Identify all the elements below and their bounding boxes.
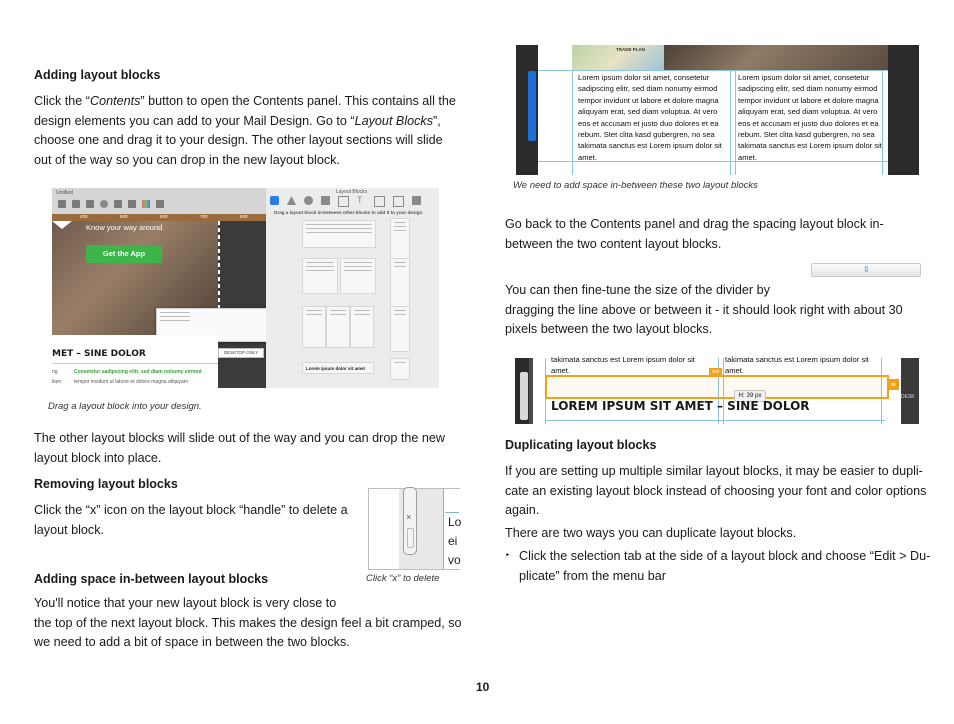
block-thumbnail[interactable] (350, 306, 374, 348)
block-thumbnail[interactable] (326, 306, 350, 348)
screenshot-spacer-resize (515, 355, 919, 424)
list-item-duplicate-edit: Click the selection tab at the side of a layout block and choose “Edit > Du- plicate” from the menu bar (519, 549, 931, 583)
heading-removing-layout-blocks: Removing layout blocks (34, 477, 178, 491)
block-handle[interactable] (403, 487, 417, 555)
tab-box-icon[interactable] (374, 196, 385, 207)
block-headline: LOREM IPSUM SIT AMET – SINE DOLOR (551, 399, 810, 413)
tool-icon[interactable] (72, 200, 80, 208)
color-icon[interactable] (142, 200, 150, 208)
bullet-icon: ‣ (505, 550, 511, 560)
tab-shapes-icon[interactable] (287, 196, 296, 205)
paragraph-slide: The other layout blocks will slide out of the way and you can drop the new layout block into place. (34, 431, 445, 465)
get-the-app-button[interactable]: Get the App (86, 245, 162, 263)
tab-images-icon[interactable] (321, 196, 330, 205)
block-thumbnail[interactable] (302, 220, 376, 248)
paragraph-adding: Click the “Contents” button to open the Contents panel. This contains all the design elements you can add to your Mail Design. Go to “Layout Blocks”, choose one and drag it to your design. The other layout sections will slide out of the way so you can drop in the new layout block. (34, 94, 456, 167)
layout-blocks-panel (266, 188, 439, 388)
ruler: 400 500 600 700 800 (52, 214, 266, 221)
spacer-block-selected[interactable] (545, 375, 889, 399)
tab-effects-icon[interactable] (304, 196, 313, 205)
screenshot-delete-handle (368, 488, 460, 570)
photo-image (664, 45, 888, 70)
tool-icon[interactable] (58, 200, 66, 208)
heading-adding-layout-blocks: Adding layout blocks (34, 68, 161, 82)
panel-hint: Drag a layout block in-between other blocks to add it to your design (274, 210, 423, 215)
page-number: 10 (476, 680, 490, 694)
block-thumbnail[interactable] (340, 258, 376, 294)
tab-camera-icon[interactable] (338, 196, 349, 207)
desktop-only-badge: DESKTOP ONLY (218, 348, 264, 358)
paragraph-space: You'll notice that your new layout block is very close to the top of the next layout block. This makes the design feel a bit cramped, so we need to add a bit of space in between the two blocks. (34, 596, 462, 650)
close-icon[interactable]: × (406, 512, 412, 522)
block-thumbnail[interactable] (390, 258, 410, 310)
tab-grid-icon[interactable] (412, 196, 421, 205)
email-content: MET – SINE DOLOR ng Consetetur sadipscing elitr, sed diam nonumy eirmod liam tempor invidunt ut labore et dolore magna aliquyam (52, 335, 218, 388)
paragraph-fine-tune: You can then fine-tune the size of the divider by dragging the line above or between it - it should look right with about 30 pixels between the two layout blocks. (505, 283, 903, 337)
block-thumbnail-lorem[interactable]: Lorem ipsum dolor sit amet (302, 362, 374, 374)
spacing-block-thumbnail[interactable] (811, 263, 921, 277)
dropdown-arrow-icon (52, 221, 72, 229)
preview-text: ei (448, 534, 458, 548)
email-canvas (538, 45, 888, 175)
block-headline: MET – SINE DOLOR (52, 349, 146, 359)
paragraph-two-ways: There are two ways you can duplicate layout blocks. (505, 526, 797, 540)
window-title: Untitled (56, 190, 73, 196)
text-column-1: Lorem ipsum dolor sit amet, consetetur sadipscing elitr, sed diam nonumy eirmod tempor invidunt ut labore et dolore magna aliquyam erat, sed diam voluptua. At vero eos et accusam et justo duo dolores et ea rebum. Stet clita kasd gubergren, no sea takimata sanctus est Lorem ipsum dolor sit amet. (578, 73, 722, 162)
tool-icon[interactable] (128, 200, 136, 208)
email-canvas: takimata sanctus est Lorem ipsum dolor sit takimata sanctus est Lorem ipsum dolor sit amet. amet. 400 39 H: 39 px LOREM IPSUM SIT AMET – SINE DOLOR (533, 358, 901, 424)
paragraph-drag-spacing: Go back to the Contents panel and drag the spacing layout block in- between the two content layout blocks. (505, 217, 884, 251)
block-thumbnail[interactable] (390, 306, 410, 352)
screenshot-layout-blocks-panel (52, 188, 439, 388)
caption-click-x: Click “x” to delete (366, 573, 440, 584)
tab-text-icon[interactable]: T (357, 195, 363, 205)
screenshot-two-blocks (516, 45, 919, 175)
paragraph-removing: Click the “x” icon on the layout block “handle” to delete a layout block. (34, 503, 348, 537)
tab-layout-blocks-icon[interactable] (270, 196, 279, 205)
block-thumbnail[interactable] (302, 306, 326, 348)
desktop-badge: DESK (901, 394, 915, 400)
hero-text: Know your way around (86, 223, 163, 232)
tool-icon[interactable] (156, 200, 164, 208)
caption-space-needed: We need to add space in-between these two layout blocks (513, 180, 758, 191)
text-column-2: Lorem ipsum dolor sit amet, consetetur sadipscing elitr, sed diam nonumy eirmod tempor invidunt ut labore et dolore magna aliquyam erat, sed diam voluptua. At vero eos et accusam et justo duo dolores et ea rebum. Stet clita kasd gubergren, no sea takimata sanctus est Lorem ipsum dolor sit amet. (738, 73, 882, 162)
map-image: TRADE PLAN (572, 45, 664, 70)
tool-icon[interactable] (86, 200, 94, 208)
caption-drag-layout-block: Drag a layout block into your design. (48, 401, 202, 412)
selection-tab[interactable] (520, 372, 528, 420)
editor-area (52, 188, 266, 388)
size-badge: 400 (709, 368, 722, 375)
editor-toolbar (52, 188, 266, 214)
preview-text: vo (448, 553, 461, 567)
tool-icon[interactable] (100, 200, 108, 208)
block-thumbnail[interactable] (302, 258, 338, 294)
panel-title: Layout Blocks (336, 189, 368, 195)
tab-frame-icon[interactable] (393, 196, 404, 207)
heading-duplicating: Duplicating layout blocks (505, 438, 657, 452)
height-tooltip: H: 39 px (734, 390, 766, 402)
tool-icon[interactable] (114, 200, 122, 208)
preview-text: Lo (448, 515, 462, 529)
paragraph-duplicating: If you are setting up multiple similar layout blocks, it may be easier to dupli- cate an existing layout block instead of choosing your font and color options again. (505, 464, 927, 518)
panel-tabs (270, 196, 421, 207)
block-thumbnail[interactable] (390, 358, 410, 380)
resize-handle[interactable]: 39 (887, 379, 899, 390)
heading-adding-space: Adding space in-between layout blocks (34, 572, 269, 586)
resize-vertical-icon: ⇕ (863, 265, 870, 274)
toolbar-icons (58, 200, 218, 210)
selection-tab[interactable] (528, 71, 536, 141)
